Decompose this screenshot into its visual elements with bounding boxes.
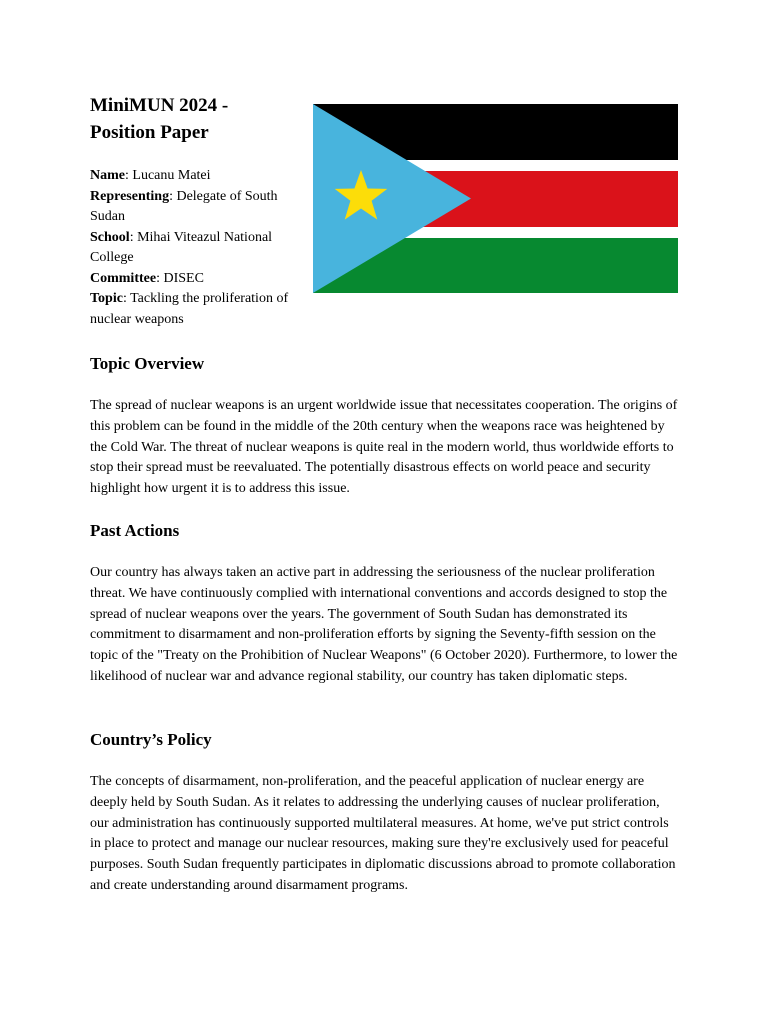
name-line — [90, 166, 305, 187]
title-line-1: MiniMUN 2024 - — [90, 95, 229, 116]
topic-overview-section — [90, 353, 680, 497]
representing-label: Representing — [90, 188, 170, 204]
school-value: : Mihai Viteazul National College — [90, 229, 273, 265]
name-label: Name — [90, 168, 125, 183]
topic-label: Topic — [90, 291, 123, 306]
past-actions-heading: Past Actions — [90, 521, 180, 540]
topic-overview-body: The spread of nuclear weapons is an urgent worldwide issue that necessitates cooperation. The origins of this problem can be found in the middle of the 20th century when the weapons race was heightened by the Cold War. The threat of nuclear weapons is quite real in the modern world, thus worldwide efforts to stop their spread must be reevaluated. The potentially disastrous effects on world peace and security highlight how urgent it is to address this issue. — [90, 398, 678, 497]
title-line-2: Position Paper — [90, 122, 209, 143]
representing-line — [90, 187, 305, 228]
header-block — [90, 92, 305, 330]
school-line — [90, 228, 305, 269]
representing-value: : Delegate of South Sudan — [90, 188, 278, 224]
document-title — [90, 92, 305, 146]
school-label: School — [90, 229, 130, 245]
topic-line — [90, 289, 305, 330]
country-policy-body: The concepts of disarmament, non-proliferation, and the peaceful application of nuclear energy are deeply held by South Sudan. As it relates to addressing the underlying causes of nuclear proliferation, our administration has continuously supported multilateral measures. At home, we've put strict controls in place to protect and manage our nuclear resources, making sure they're exclusively used for peaceful purposes. South Sudan frequently participates in diplomatic discussions abroad to promote collaboration and create understanding around disarmament programs. — [90, 774, 676, 893]
name-value: : Lucanu Matei — [125, 168, 211, 183]
country-policy-heading: Country’s Policy — [90, 730, 212, 749]
delegate-info — [90, 166, 305, 330]
past-actions-section — [90, 520, 680, 684]
past-actions-body: Our country has always taken an active part in addressing the seriousness of the nuclear proliferation threat. We have continuously complied with international conventions and accords designed to stop the spread of nuclear weapons over the years. The government of South Sudan has demonstrated its commitment to disarmament and non-proliferation efforts by signing the Seventy-fifth session on the topic of the "Treaty on the Prohibition of Nuclear Weapons" (6 October 2020). Furthermore, to lower the likelihood of nuclear war and advance regional stability, our country has taken diplomatic steps. — [90, 565, 678, 684]
topic-value: : Tackling the proliferation of nuclear weapons — [90, 291, 289, 327]
committee-label: Committee — [90, 270, 157, 286]
country-policy-section — [90, 729, 680, 893]
south-sudan-flag-image — [313, 104, 678, 293]
committee-line — [90, 269, 305, 290]
committee-value: : DISEC — [156, 270, 204, 286]
topic-overview-heading: Topic Overview — [90, 354, 205, 373]
